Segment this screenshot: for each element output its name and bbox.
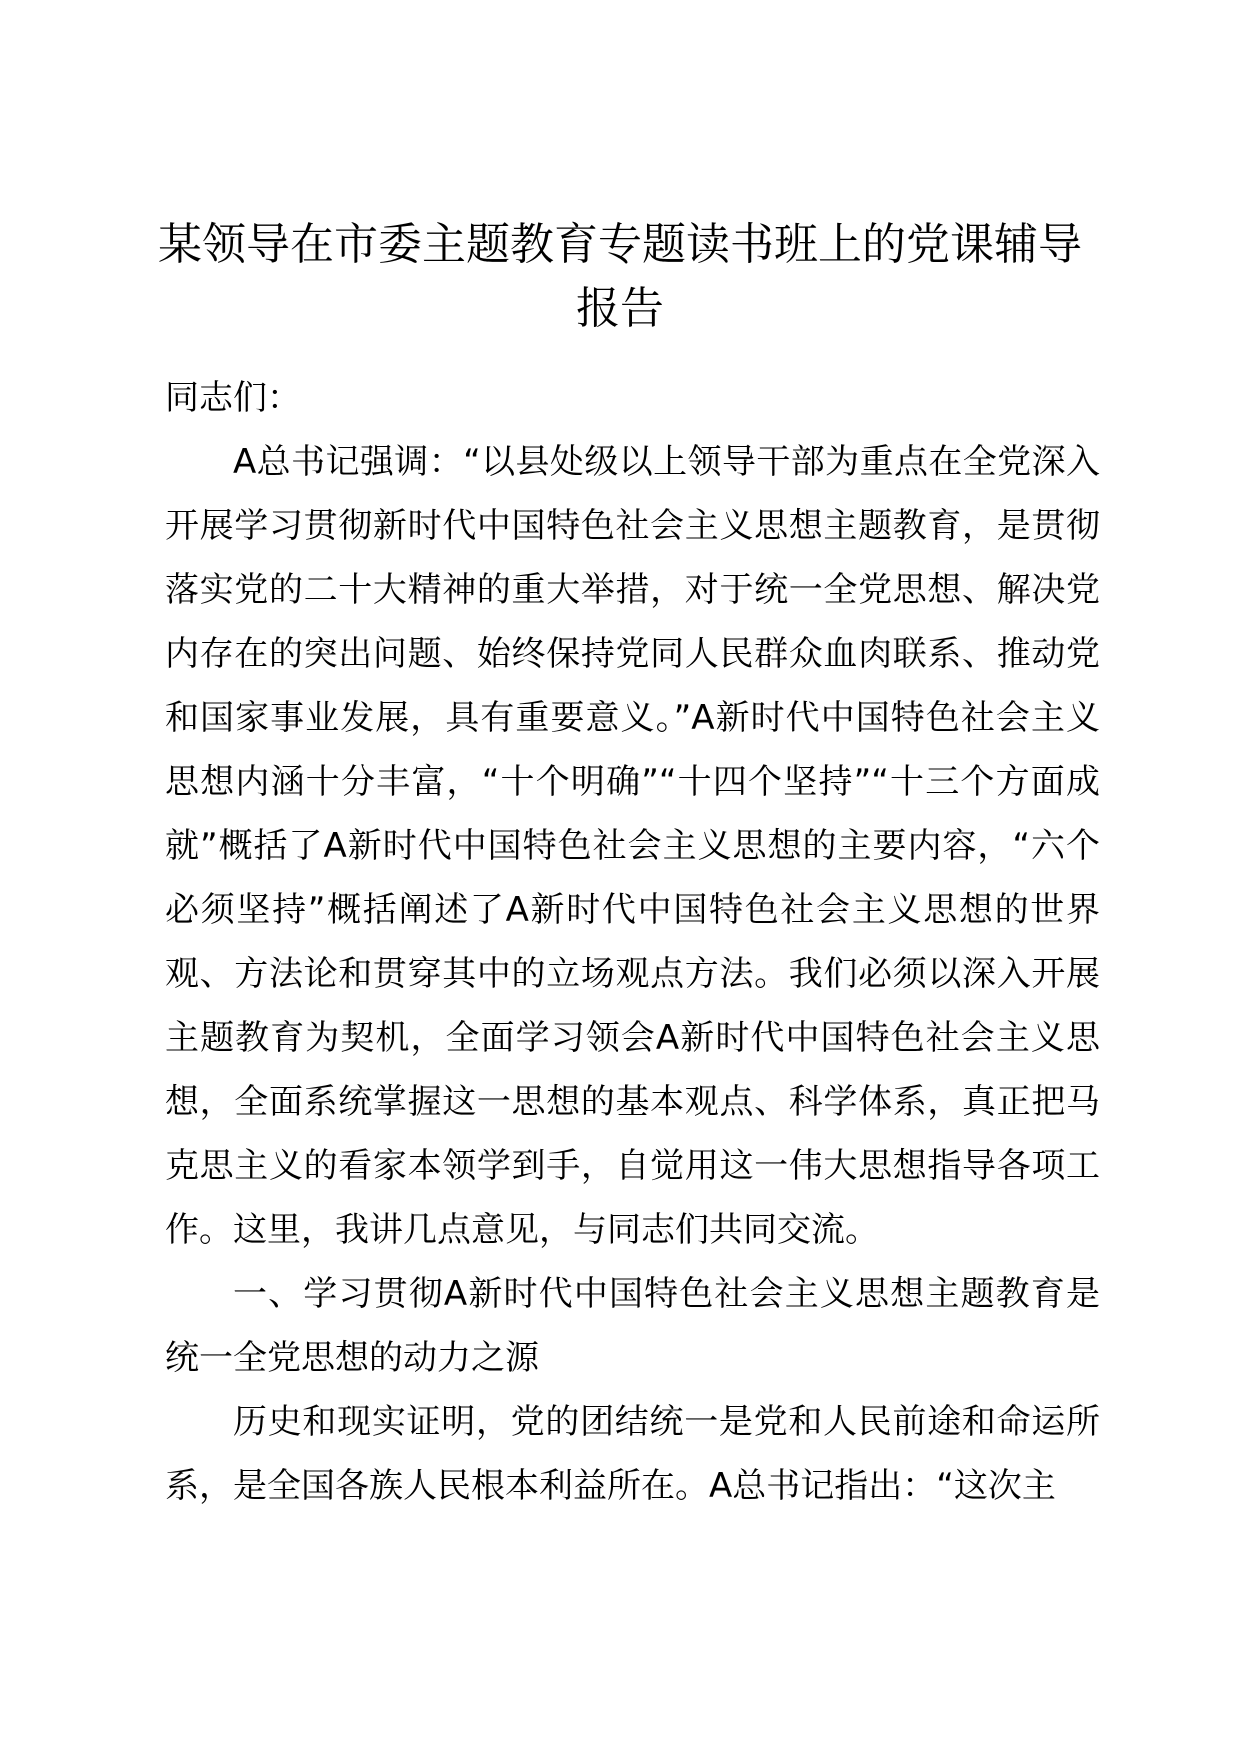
body-paragraph: 历史和现实证明，党的团结统一是党和人民前途和命运所系，是全国各族人民根本利益所在。A总书记指出：“这次主	[165, 1402, 1100, 1506]
salutation: 同志们：	[165, 378, 301, 418]
section-heading: 一、学习贯彻A新时代中国特色社会主义思想主题教育是统一全党思想的动力之源	[165, 1274, 1100, 1378]
document-title: 某领导在市委主题教育专题读书班上的党课辅导报告	[158, 219, 1082, 334]
body-paragraph: A总书记强调：“以县处级以上领导干部为重点在全党深入开展学习贯彻新时代中国特色社会主义思想主题教育，是贯彻落实党的二十大精神的重大举措，对于统一全党思想、解决党内存在的突出问题、始终保持党同人民群众血肉联系、推动党和国家事业发展，具有重要意义。”A新时代中国特色社会主义思想内涵十分丰富，“十个明确”“十四个坚持”“十三个方面成就”概括了A新时代中国特色社会主义思想的主要内容，“六个必须坚持”概括阐述了A新时代中国特色社会主义思想的世界观、方法论和贯穿其中的立场观点方法。我们必须以深入开展主题教育为契机，全面学习领会A新时代中国特色社会主义思想，全面系统掌握这一思想的基本观点、科学体系，真正把马克思主义的看家本领学到手，自觉用这一伟大思想指导各项工作。这里，我讲几点意见，与同志们共同交流。	[165, 442, 1100, 1250]
